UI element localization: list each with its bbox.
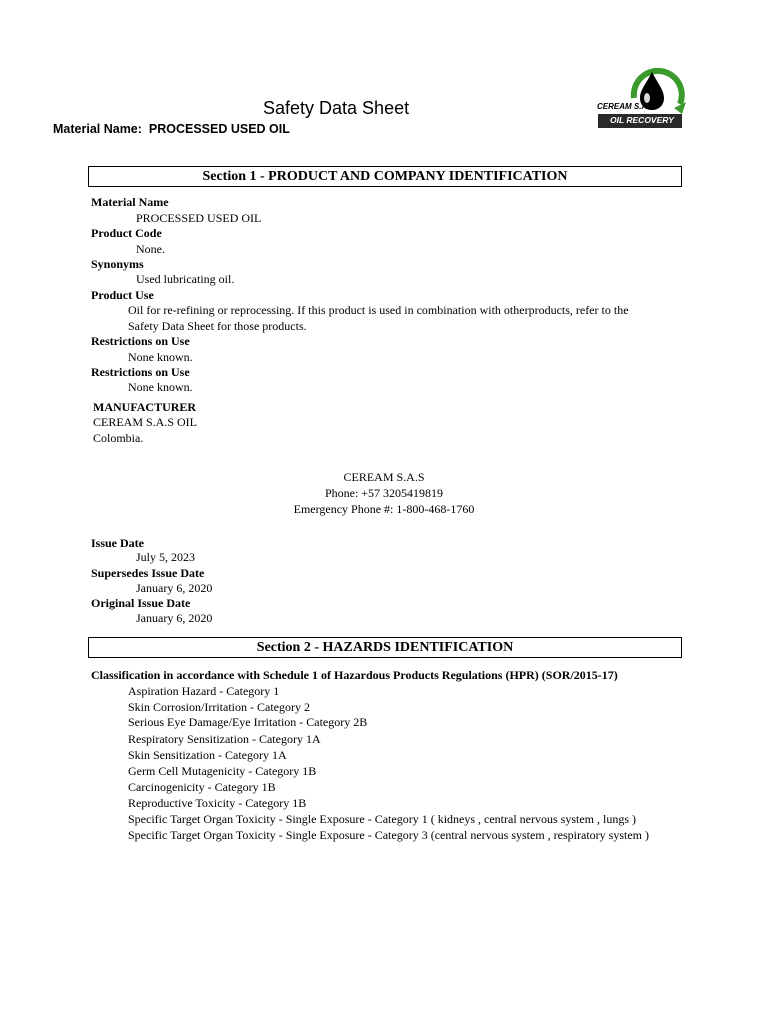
original-date-value: January 6, 2020 (136, 611, 213, 625)
classification-heading: Classification in accordance with Schedule 1 of Hazardous Products Regulations (HPR) (SOR/2015-17) (91, 668, 618, 682)
field-label-restrictions-2: Restrictions on Use (91, 365, 190, 379)
field-value-restrictions-2: None known. (128, 380, 193, 394)
hazard-item: Respiratory Sensitization - Category 1A (128, 732, 321, 746)
hazard-item: Skin Sensitization - Category 1A (128, 748, 287, 762)
manufacturer-country: Colombia. (93, 431, 144, 445)
field-value-restrictions-1: None known. (128, 350, 193, 364)
hazard-item: Specific Target Organ Toxicity - Single Exposure - Category 3 (central nervous system , respiratory system ) (128, 828, 649, 842)
field-value-material-name: PROCESSED USED OIL (136, 211, 262, 225)
field-label-synonyms: Synonyms (91, 257, 144, 271)
manufacturer-name: CEREAM S.A.S OIL (93, 415, 198, 429)
section1-heading: Section 1 - PRODUCT AND COMPANY IDENTIFICATION (88, 166, 682, 187)
supersedes-date-value: January 6, 2020 (136, 581, 213, 595)
hazard-item: Reproductive Toxicity - Category 1B (128, 796, 307, 810)
company-logo (594, 64, 690, 132)
original-date-label: Original Issue Date (91, 596, 191, 610)
field-value-product-code: None. (136, 242, 165, 256)
field-label-restrictions-1: Restrictions on Use (91, 334, 190, 348)
hazard-item: Skin Corrosion/Irritation - Category 2 (128, 700, 310, 714)
material-name-value: PROCESSED USED OIL (148, 122, 290, 136)
logo-tagline-text: OIL RECOVERY (610, 115, 674, 125)
manufacturer-label: MANUFACTURER (93, 400, 197, 414)
field-label-product-code: Product Code (91, 226, 162, 240)
supersedes-date-label: Supersedes Issue Date (91, 566, 205, 580)
page-title: Safety Data Sheet (263, 98, 410, 118)
hazard-item: Specific Target Organ Toxicity - Single Exposure - Category 1 ( kidneys , central nervous system , lungs ) (128, 812, 636, 826)
section2-heading: Section 2 - HAZARDS IDENTIFICATION (88, 637, 682, 658)
logo-company-text: CEREAM S.A.S (597, 102, 655, 111)
field-value-product-use-line2: Safety Data Sheet for those products. (128, 319, 307, 333)
hazard-item: Germ Cell Mutagenicity - Category 1B (128, 764, 317, 778)
hazard-item: Serious Eye Damage/Eye Irritation - Category 2B (128, 715, 368, 729)
contact-company: CEREAM S.A.S (343, 470, 425, 484)
issue-date-label: Issue Date (91, 536, 144, 550)
hazard-item: Carcinogenicity - Category 1B (128, 780, 276, 794)
field-label-material-name: Material Name (91, 195, 169, 209)
contact-phone: Phone: +57 3205419819 (324, 486, 444, 500)
issue-date-value: July 5, 2023 (136, 550, 196, 564)
material-name-label: Material Name: (53, 122, 142, 136)
field-value-synonyms: Used lubricating oil. (136, 272, 235, 286)
field-value-product-use-line1: Oil for re-refining or reprocessing. If this product is used in combination with otherproducts, refer to the (128, 303, 629, 317)
field-label-product-use: Product Use (91, 288, 154, 302)
material-name-header (53, 122, 290, 136)
hazard-item: Aspiration Hazard - Category 1 (128, 684, 280, 698)
contact-emergency-phone: Emergency Phone #: 1-800-468-1760 (293, 502, 475, 516)
